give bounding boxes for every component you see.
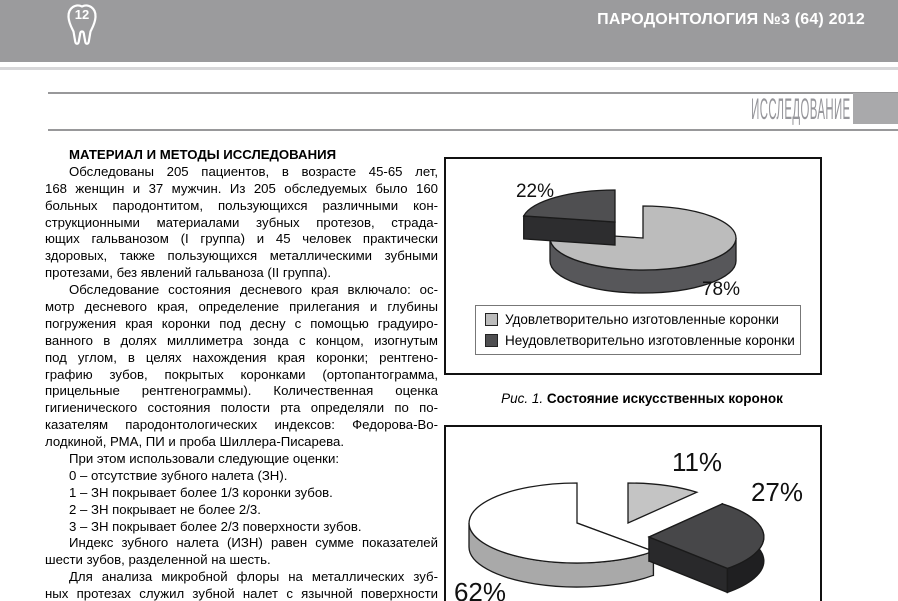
legend-label: Неудовлетворительно изготовленные коронки (505, 333, 795, 348)
text-line: Индекс зубного налета (ИЗН) равен сумме показателей (69, 535, 438, 551)
pie2-slice-11 (628, 483, 697, 523)
article-heading: МАТЕРИАЛ И МЕТОДЫ ИССЛЕДОВАНИЯ (69, 147, 337, 162)
section-accent-box (853, 93, 898, 124)
text-line: здоровых, также пользующихся металлическими зубными (45, 248, 438, 264)
figure-caption (444, 390, 840, 407)
text-line: казателям пародонтологических индексов: Федорова-Во- (45, 417, 438, 433)
text-line: 2 – ЗН покрывает не более 2/3. (69, 501, 261, 517)
text-line: Обследование состояния десневого края включало: ос- (69, 282, 438, 298)
text-line: струкционными материалами зубных протезов, страда- (45, 214, 438, 230)
legend-item (485, 330, 800, 351)
text-line: Обследованы 205 пациентов, в возрасте 45-65 лет, (69, 163, 438, 179)
text-line: шести зубов, разделенной на шесть. (45, 552, 271, 568)
text-line: Для анализа микробной флоры на металлических зуб- (69, 569, 438, 585)
text-line: 1 – ЗН покрывает более 1/3 коронки зубов. (69, 484, 333, 500)
section-label: ИССЛЕДОВАНИЕ (751, 93, 851, 126)
text-line: 168 женщин и 37 мужчин. Из 205 обследуемых было 160 (45, 180, 438, 196)
legend-item (485, 309, 800, 330)
text-line: гигиенического состояния полости рта определяли по по- (45, 400, 438, 416)
pie1-label-78: 78% (701, 279, 741, 300)
header-divider (0, 67, 898, 70)
text-line: 3 – ЗН покрывает более 2/3 поверхности зубов. (69, 518, 362, 534)
text-line: протезами, без явлений гальваноза (II группа). (45, 265, 332, 281)
legend-swatch-satisfactory (485, 313, 498, 326)
text-line: графию зубов, покрытых коронками (ортопантограмма, (45, 366, 438, 382)
journal-title: ПАРОДОНТОЛОГИЯ №3 (64) 2012 (597, 11, 865, 28)
caption-label: Рис. 1. (501, 391, 544, 406)
text-line: мотр десневого края, определение прилегания и глубины (45, 299, 438, 315)
pie2-label-27: 27% (750, 477, 804, 507)
text-line: лодкиной, РМА, ПИ и проба Шиллера-Писарева. (45, 434, 345, 450)
pie2-label-11: 11% (671, 447, 723, 477)
header-bar (0, 0, 898, 62)
legend-swatch-unsatisfactory (485, 334, 498, 347)
text-line: ванного в долях миллиметра зонда с концом, изогнутым (45, 332, 438, 348)
text-line: прицельные рентгенограммы). Количественная оценка (45, 383, 438, 399)
article-body (45, 164, 438, 601)
figure-2-chart (444, 425, 822, 601)
page-number: 12 (74, 7, 90, 22)
section-rule-bottom (48, 129, 898, 131)
figure-1-chart (444, 157, 822, 375)
legend-label: Удовлетворительно изготовленные коронки (505, 312, 779, 327)
text-line: ющих гальванозом (I группа) и 45 человек практически (45, 231, 438, 247)
pie2-label-62: 62% (453, 577, 507, 601)
text-line: под углом, в целях нахождения края коронки; рентгено- (45, 349, 438, 365)
text-line: ных протезах служил зубной налет с язычной поверхности (45, 586, 438, 601)
text-line: При этом использовали следующие оценки: (69, 451, 339, 467)
caption-text: Состояние искусственных коронок (546, 391, 783, 406)
article-column (45, 147, 438, 601)
text-line: больных пародонтитом, пользующихся различными кон- (45, 197, 438, 213)
text-line: 0 – отсутствие зубного налета (ЗН). (69, 467, 288, 483)
text-line: погружения края коронки под десну с помощью градуиро- (45, 315, 438, 331)
pie1-label-22: 22% (515, 181, 555, 202)
chart-legend (475, 305, 801, 355)
